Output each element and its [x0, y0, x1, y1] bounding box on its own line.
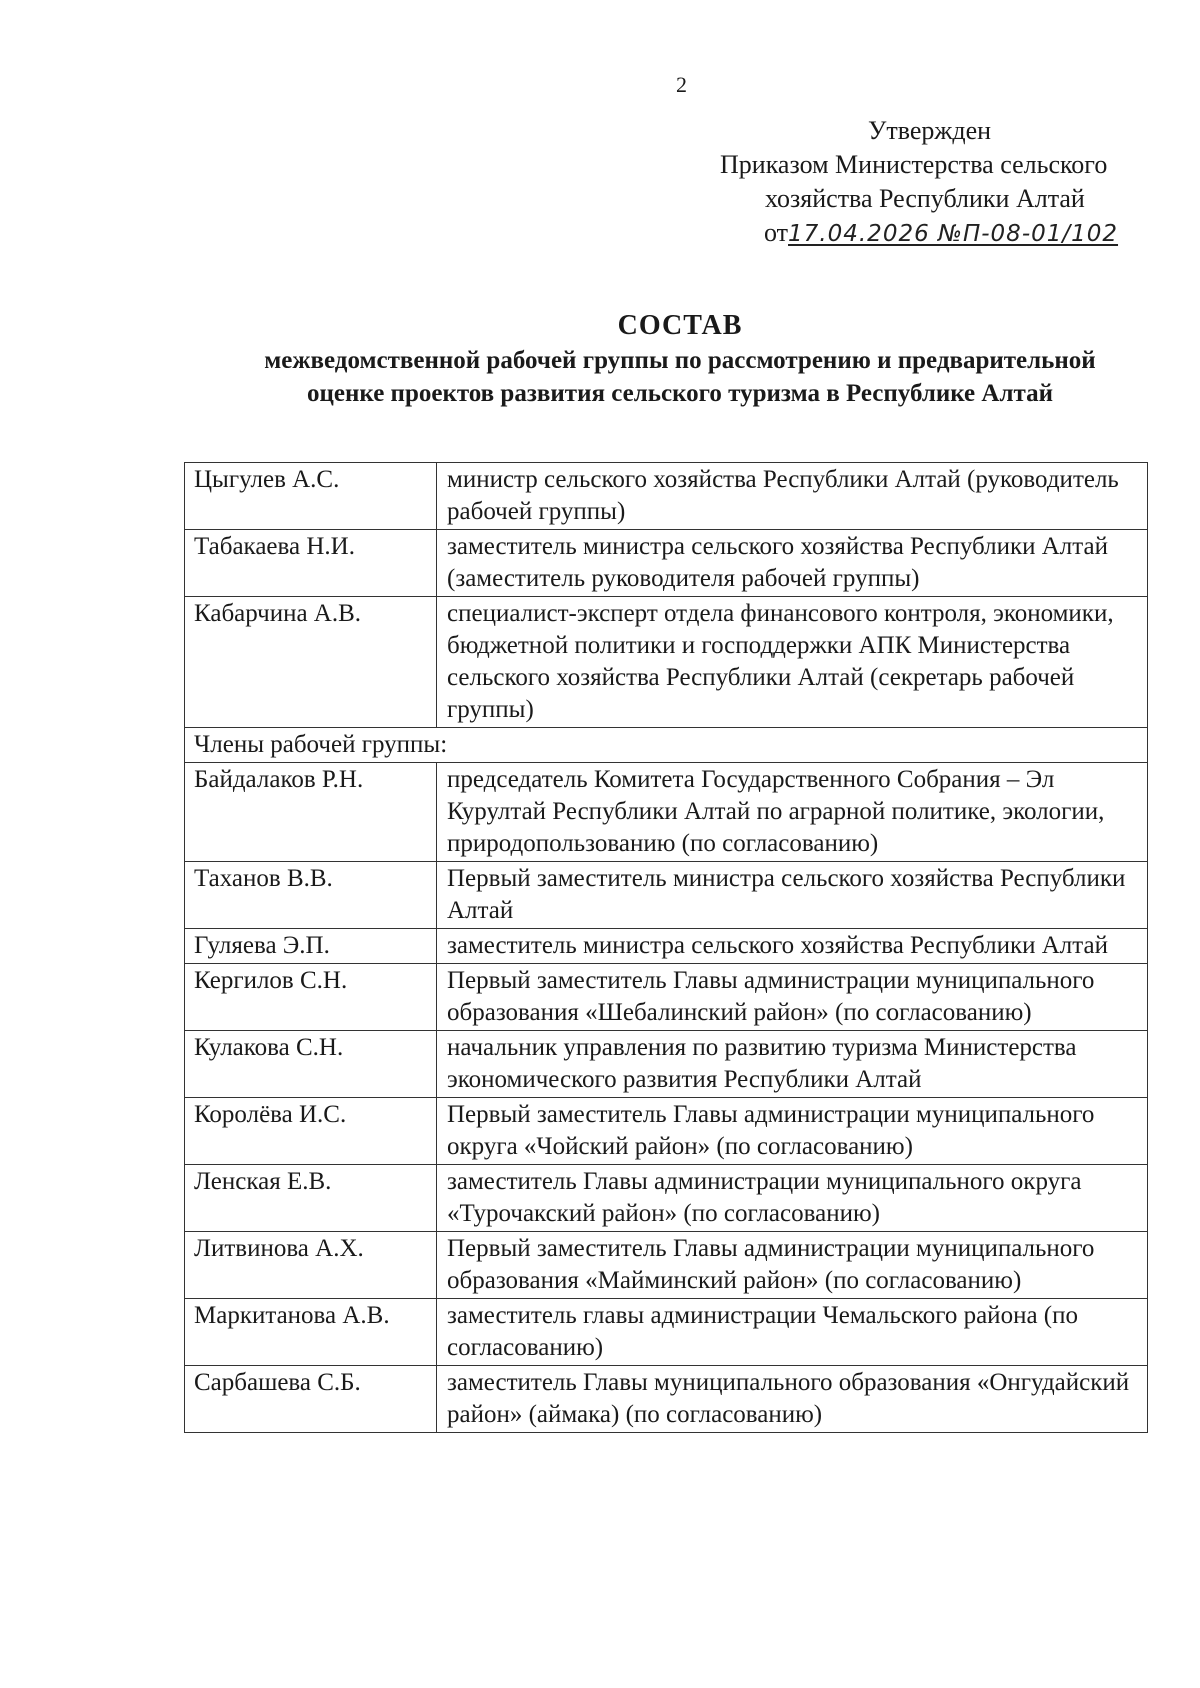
members-table-body	[185, 463, 1148, 1433]
member-role: Первый заместитель министра сельского хозяйства Республики Алтай	[437, 862, 1148, 929]
member-role: министр сельского хозяйства Республики Алтай (руководитель рабочей группы)	[437, 463, 1148, 530]
member-role: заместитель главы администрации Чемальского района (по согласованию)	[437, 1299, 1148, 1366]
handwritten-order-number: 17.04.2026 №П-08-01/102	[788, 221, 1119, 247]
member-role: заместитель министра сельского хозяйства Республики Алтай (заместитель руководителя рабочей группы)	[437, 530, 1148, 597]
title-line-2: оценке проектов развития сельского туризма в Республике Алтай	[307, 380, 1053, 407]
approval-order-line: Приказом Министерства сельского	[720, 150, 1108, 179]
member-name: Гуляева Э.П.	[185, 929, 437, 964]
approval-ministry-line: хозяйства Республики Алтай	[765, 184, 1085, 213]
approval-date-line	[700, 216, 1160, 251]
member-name: Кабарчина А.В.	[185, 597, 437, 728]
member-name: Табакаева Н.И.	[185, 530, 437, 597]
table-row	[185, 1031, 1148, 1098]
member-role: заместитель Главы администрации муниципального округа «Турочакский район» (по согласованию)	[437, 1165, 1148, 1232]
table-row	[185, 1098, 1148, 1165]
member-role: специалист-эксперт отдела финансового контроля, экономики, бюджетной политики и господдержки АПК Министерства сельского хозяйства Республики Алтай (секретарь рабочей группы)	[437, 597, 1148, 728]
table-section-row	[185, 728, 1148, 763]
member-name: Литвинова А.Х.	[185, 1232, 437, 1299]
member-name: Кергилов С.Н.	[185, 964, 437, 1031]
member-name: Цыгулев А.С.	[185, 463, 437, 530]
table-row	[185, 463, 1148, 530]
member-role: заместитель Главы муниципального образования «Онгудайский район» (аймака) (по согласованию)	[437, 1366, 1148, 1433]
member-name: Королёва И.С.	[185, 1098, 437, 1165]
page-number: 2	[676, 72, 687, 97]
title-line-1: межведомственной рабочей группы по рассмотрению и предварительной	[264, 347, 1096, 374]
table-row	[185, 763, 1148, 862]
member-name: Ленская Е.В.	[185, 1165, 437, 1232]
member-name: Кулакова С.Н.	[185, 1031, 437, 1098]
table-row	[185, 862, 1148, 929]
member-name: Сарбашева С.Б.	[185, 1366, 437, 1433]
member-role: Первый заместитель Главы администрации муниципального образования «Майминский район» (по согласованию)	[437, 1232, 1148, 1299]
members-table	[184, 462, 1148, 1433]
member-role: заместитель министра сельского хозяйства Республики Алтай	[437, 929, 1148, 964]
approval-date-prefix: от	[764, 218, 789, 247]
table-row	[185, 1232, 1148, 1299]
member-role: Первый заместитель Главы администрации муниципального округа «Чойский район» (по согласованию)	[437, 1098, 1148, 1165]
table-row	[185, 929, 1148, 964]
table-row	[185, 1299, 1148, 1366]
member-role: Первый заместитель Главы администрации муниципального образования «Шебалинский район» (по согласованию)	[437, 964, 1148, 1031]
title-main: СОСТАВ	[617, 310, 743, 341]
member-name: Таханов В.В.	[185, 862, 437, 929]
section-label: Члены рабочей группы:	[185, 728, 1148, 763]
approval-block	[700, 114, 1160, 251]
member-role: начальник управления по развитию туризма Министерства экономического развития Республики Алтай	[437, 1031, 1148, 1098]
table-row	[185, 964, 1148, 1031]
member-name: Маркитанова А.В.	[185, 1299, 437, 1366]
table-row	[185, 1366, 1148, 1433]
table-row	[185, 530, 1148, 597]
table-row	[185, 597, 1148, 728]
table-row	[185, 1165, 1148, 1232]
document-title	[180, 308, 1180, 410]
approval-status: Утвержден	[868, 116, 992, 145]
member-name: Байдалаков Р.Н.	[185, 763, 437, 862]
member-role: председатель Комитета Государственного Собрания – Эл Курултай Республики Алтай по аграрной политике, экологии, природопользованию (по согласованию)	[437, 763, 1148, 862]
